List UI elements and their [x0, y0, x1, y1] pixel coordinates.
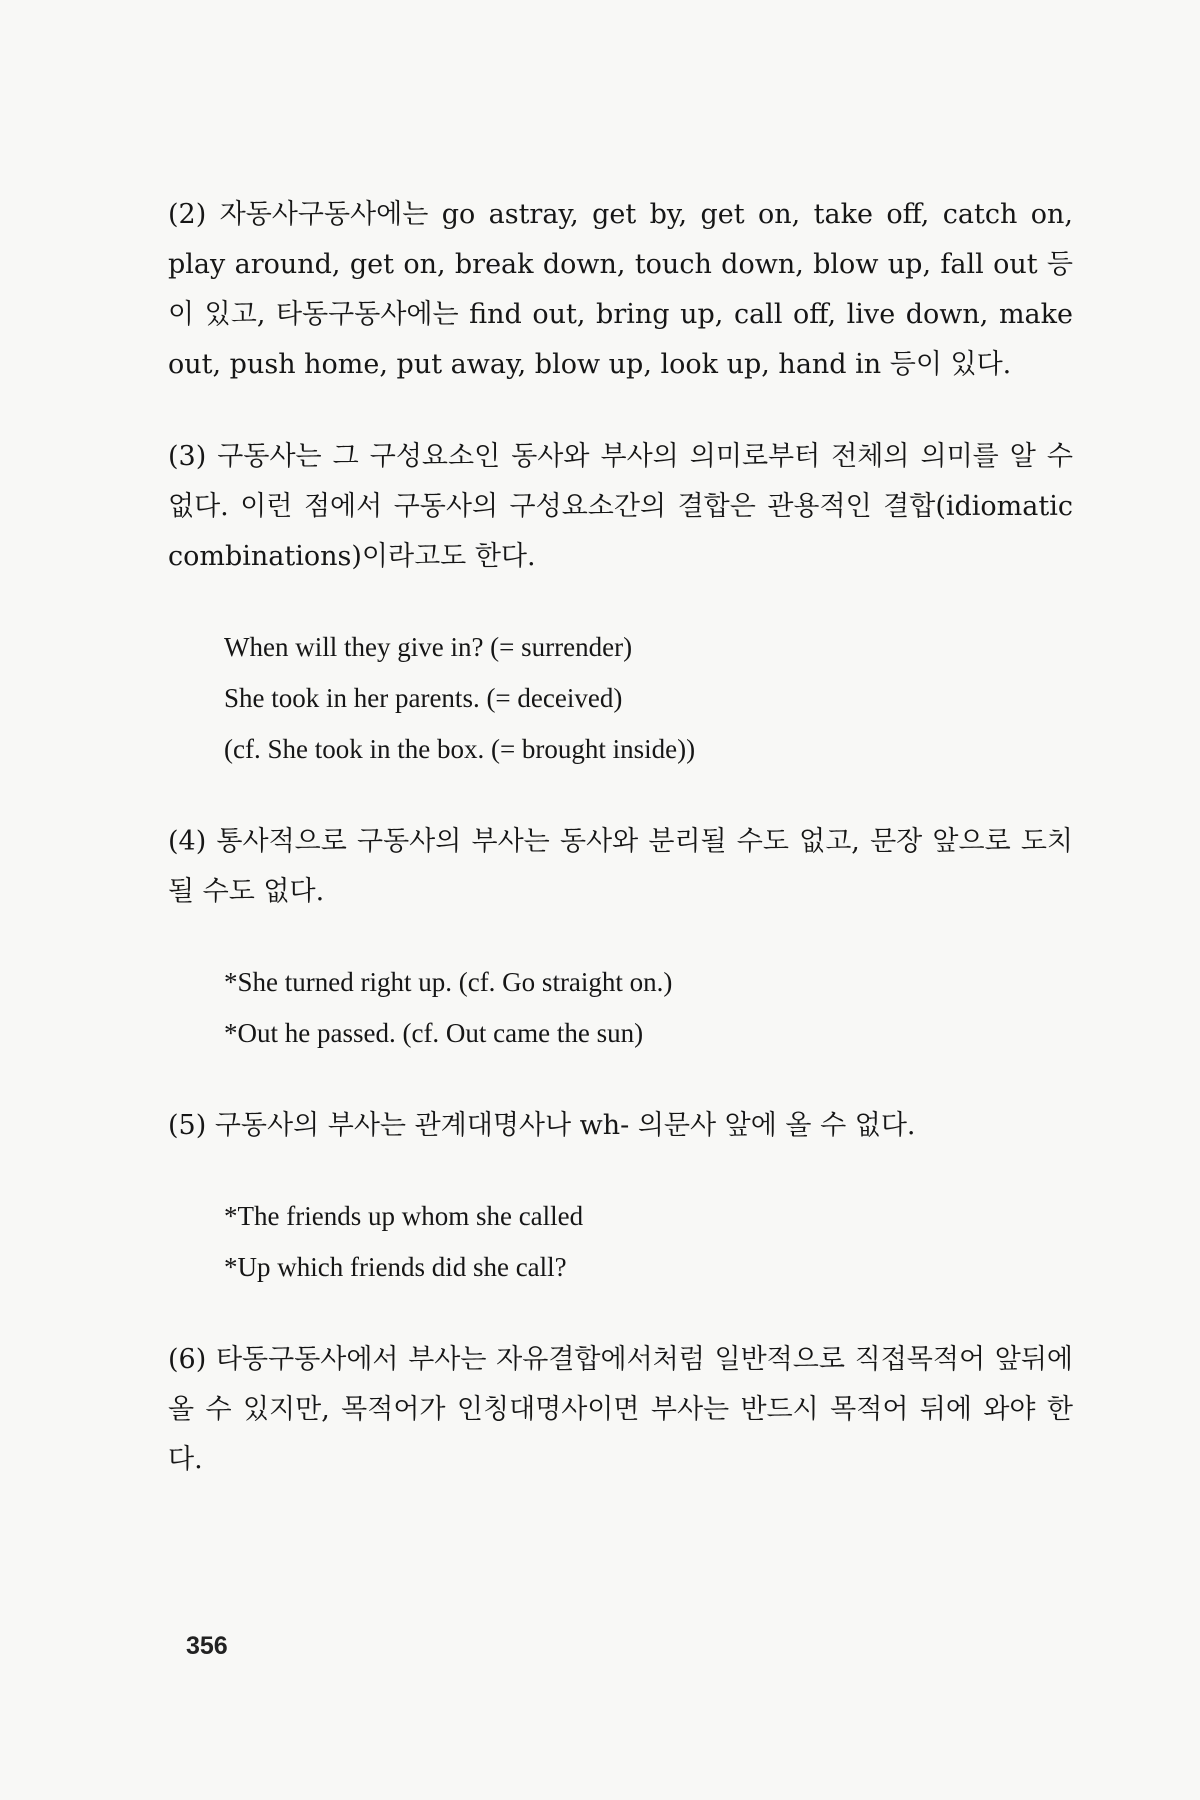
paragraph-5: (5) 구동사의 부사는 관계대명사나 wh- 의문사 앞에 올 수 없다. [168, 1110, 916, 1141]
examples-5 [168, 1191, 1073, 1293]
example-line: When will they give in? (= surrender) [224, 632, 633, 662]
page-number: 356 [186, 1632, 228, 1660]
examples-4 [168, 957, 1073, 1059]
paragraph-3: (3) 구동사는 그 구성요소인 동사와 부사의 의미로부터 전체의 의미를 알 수 없다. 이런 점에서 구동사의 구성요소간의 결합은 관용적인 결합(idiomatic combinations)이라고도 한다. [168, 441, 1073, 572]
example-line: *Up which friends did she call? [224, 1252, 567, 1282]
example-line: She took in her parents. (= deceived) [224, 683, 623, 713]
paragraph-4: (4) 통사적으로 구동사의 부사는 동사와 분리될 수도 없고, 문장 앞으로 도치될 수도 없다. [168, 826, 1073, 907]
example-line: *The friends up whom she called [224, 1201, 584, 1231]
paragraph-6: (6) 타동구동사에서 부사는 자유결합에서처럼 일반적으로 직접목적어 앞뒤에 올 수 있지만, 목적어가 인칭대명사이면 부사는 반드시 목적어 뒤에 와야 한다. [168, 1344, 1073, 1475]
example-line: *She turned right up. (cf. Go straight on.) [224, 967, 673, 997]
example-line: (cf. She took in the box. (= brought inside)) [224, 734, 696, 764]
page-content [168, 190, 1073, 1485]
examples-3 [168, 622, 1073, 775]
example-line: *Out he passed. (cf. Out came the sun) [224, 1018, 644, 1048]
paragraph-2: (2) 자동사구동사에는 go astray, get by, get on, take off, catch on, play around, get on, break down, touch down, blow up, fall out 등이 있고, 타동구동사에는 find out, bring up, call off, live down, make out, push home, put away, blow up, look up, hand in 등이 있다. [168, 199, 1073, 380]
